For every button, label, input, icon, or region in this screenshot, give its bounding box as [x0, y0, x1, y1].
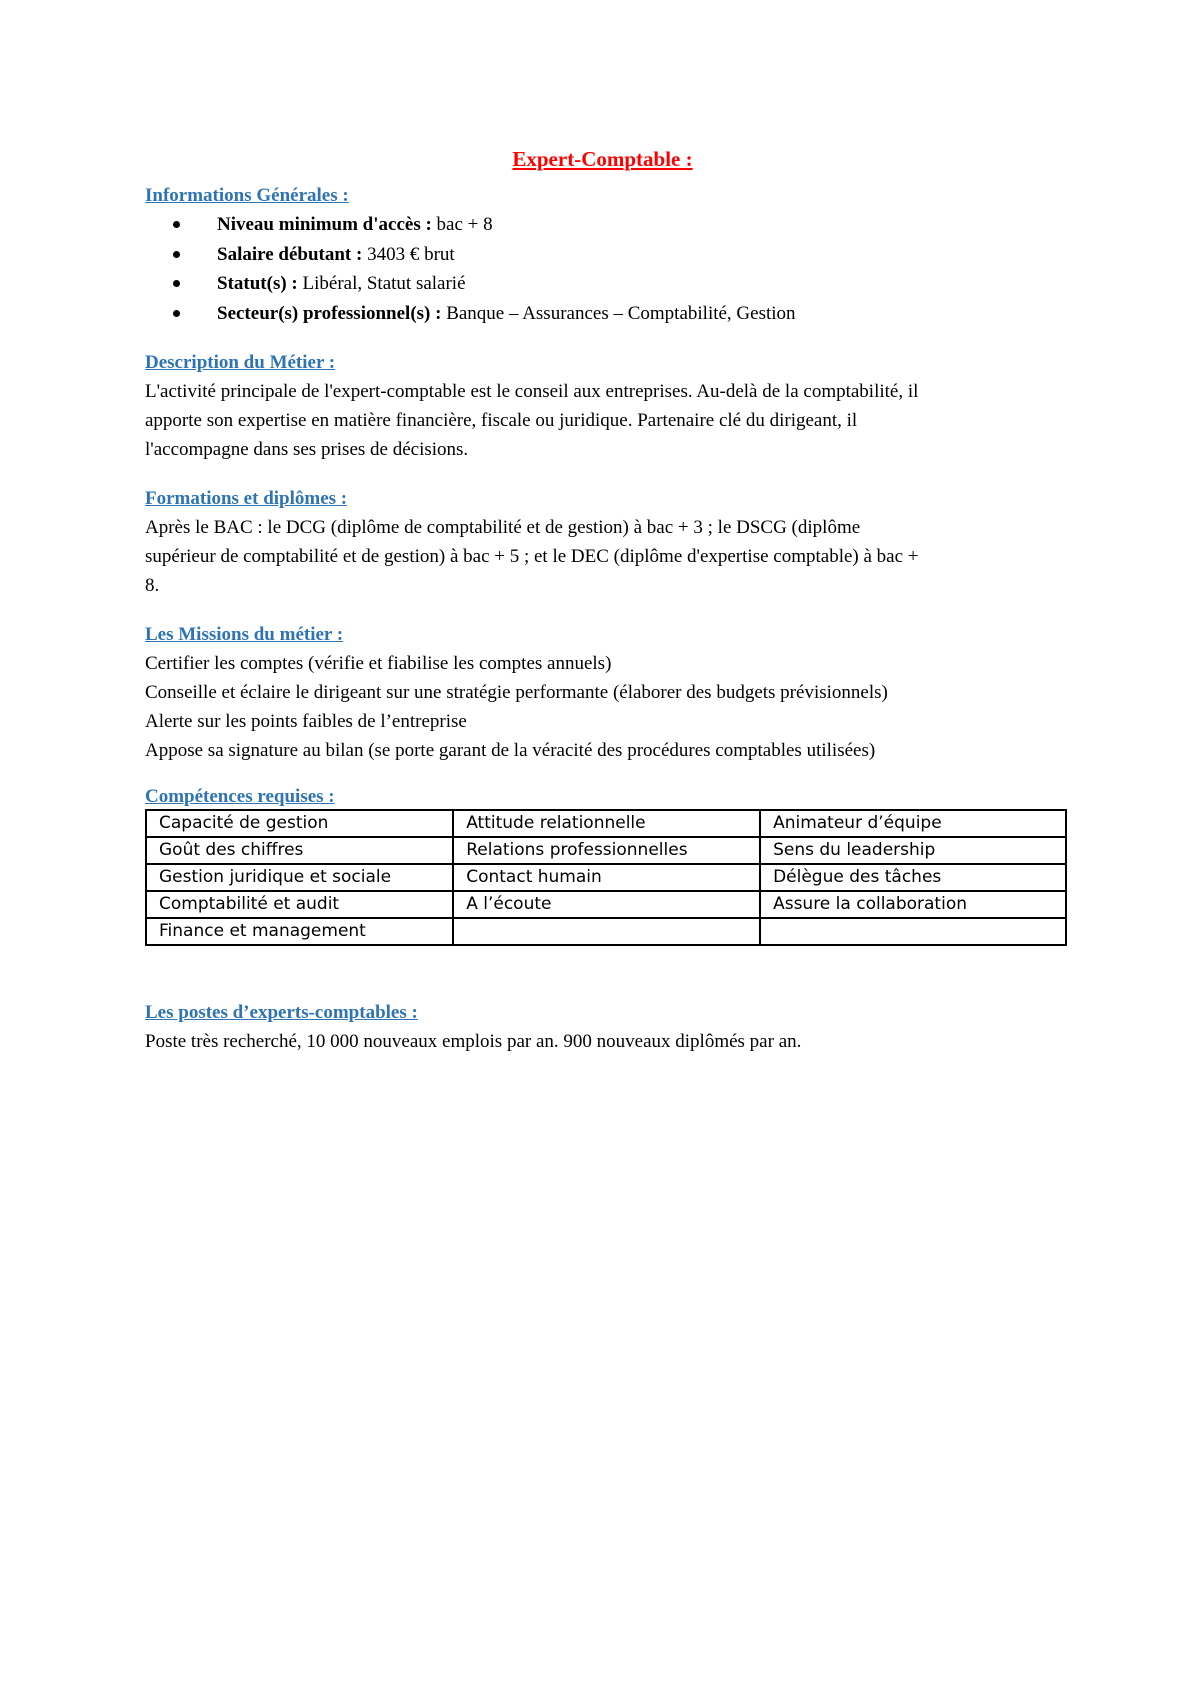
bullet-icon: [173, 251, 180, 258]
formations-line: Après le BAC : le DCG (diplôme de comptabilité et de gestion) à bac + 3 ; le DSCG (diplôme: [145, 517, 861, 538]
info-value: 3403 € brut: [362, 243, 455, 265]
info-value: bac + 8: [431, 214, 493, 235]
list-item: [173, 299, 1060, 329]
description-line: L'activité principale de l'expert-comptable est le conseil aux entreprises. Au-delà de la comptabilité, il: [145, 381, 919, 402]
table-cell: Délègue des tâches: [760, 864, 1066, 891]
table-cell: Finance et management: [146, 918, 453, 945]
table-cell: [760, 918, 1066, 945]
missions-line: Appose sa signature au bilan (se porte garant de la véracité des procédures comptables utilisées): [145, 740, 876, 761]
missions-line: Alerte sur les points faibles de l’entreprise: [145, 711, 467, 732]
table-cell: Animateur d’équipe: [760, 810, 1066, 837]
table-cell: Goût des chiffres: [146, 837, 453, 864]
table-cell: [453, 918, 760, 945]
table-cell: Assure la collaboration: [760, 891, 1066, 918]
section-informations: [145, 181, 1060, 328]
list-item: [173, 240, 1060, 270]
table-row: [146, 864, 1066, 891]
table-cell: Relations professionnelles: [453, 837, 760, 864]
table-cell: Gestion juridique et sociale: [146, 864, 453, 891]
competences-table: [145, 809, 1067, 946]
table-row: [146, 891, 1066, 918]
info-label: Salaire débutant :: [217, 243, 363, 265]
document-content: [145, 145, 1060, 1056]
section-heading-missions: Les Missions du métier :: [145, 624, 344, 645]
table-cell: Capacité de gestion: [146, 810, 453, 837]
section-description: [145, 348, 1060, 464]
info-label: Statut(s) :: [217, 273, 298, 294]
bullet-icon: [173, 310, 180, 317]
table-cell: Contact humain: [453, 864, 760, 891]
list-item: [173, 210, 1060, 240]
info-label: Niveau minimum d'accès :: [217, 214, 432, 235]
description-line: l'accompagne dans ses prises de décisions.: [145, 439, 469, 460]
bullet-icon: [173, 221, 180, 228]
missions-line: Certifier les comptes (vérifie et fiabilise les comptes annuels): [145, 653, 612, 674]
info-value: Libéral, Statut salarié: [297, 273, 466, 294]
section-competences: [145, 785, 1060, 946]
list-item: [173, 269, 1060, 299]
table-cell: Sens du leadership: [760, 837, 1066, 864]
section-heading-description: Description du Métier :: [145, 352, 336, 373]
bullet-icon: [173, 280, 180, 287]
section-missions: [145, 620, 1060, 765]
formations-line: 8.: [145, 575, 160, 596]
table-row: [146, 837, 1066, 864]
table-row: [146, 918, 1066, 945]
table-cell: A l’écoute: [453, 891, 760, 918]
page-title: Expert-Comptable :: [512, 147, 693, 171]
description-line: apporte son expertise en matière financière, fiscale ou juridique. Partenaire clé du dirigeant, il: [145, 410, 858, 431]
section-heading-competences: Compétences requises :: [145, 786, 335, 807]
table-cell: Comptabilité et audit: [146, 891, 453, 918]
formations-line: supérieur de comptabilité et de gestion) à bac + 5 ; et le DEC (diplôme d'expertise comptable) à bac +: [145, 546, 919, 567]
section-formations: [145, 484, 1060, 600]
table-row: [146, 810, 1066, 837]
info-label: Secteur(s) professionnel(s) :: [217, 302, 442, 324]
section-postes: [145, 998, 1060, 1056]
info-value: Banque – Assurances – Comptabilité, Gestion: [441, 302, 796, 324]
missions-line: Conseille et éclaire le dirigeant sur une stratégie performante (élaborer des budgets prévisionnels): [145, 682, 888, 703]
section-heading-formations: Formations et diplômes :: [145, 488, 348, 509]
table-cell: Attitude relationnelle: [453, 810, 760, 837]
section-heading-postes: Les postes d’experts-comptables :: [145, 1002, 418, 1023]
info-list: [145, 210, 1060, 328]
postes-line: Poste très recherché, 10 000 nouveaux emplois par an. 900 nouveaux diplômés par an.: [145, 1031, 802, 1052]
section-heading-informations: Informations Générales :: [145, 185, 349, 206]
